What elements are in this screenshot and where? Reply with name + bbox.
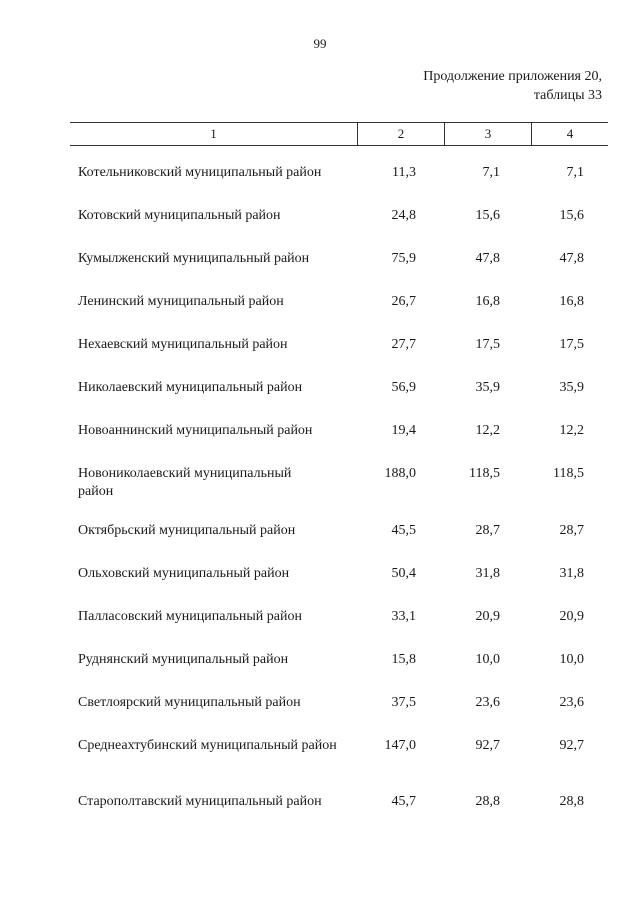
district-name: Ольховский муниципальный район — [78, 566, 290, 581]
header-col-1: 1 — [210, 126, 217, 141]
district-name: Кумылженский муниципальный район — [78, 251, 310, 266]
value-col-3: 17,5 — [475, 337, 500, 352]
value-col-2: 37,5 — [391, 695, 416, 710]
value-col-3: 118,5 — [469, 466, 500, 481]
value-col-4: 23,6 — [559, 695, 584, 710]
caption-line-2: таблицы 33 — [533, 88, 602, 103]
table-header — [70, 122, 608, 146]
value-col-3: 31,8 — [475, 566, 500, 581]
value-col-3: 20,9 — [475, 609, 500, 624]
value-col-2: 50,4 — [391, 566, 416, 581]
value-col-3: 7,1 — [482, 165, 500, 180]
district-name: Руднянский муниципальный район — [78, 652, 289, 667]
value-col-4: 31,8 — [559, 566, 584, 581]
value-col-2: 15,8 — [391, 652, 416, 667]
value-col-2: 147,0 — [384, 738, 416, 753]
district-name: Октябрьский муниципальный район — [78, 523, 296, 538]
value-col-2: 45,7 — [391, 794, 416, 809]
value-col-2: 26,7 — [391, 294, 416, 309]
value-col-2: 24,8 — [391, 208, 416, 223]
value-col-4: 10,0 — [559, 652, 584, 667]
value-col-2: 11,3 — [392, 165, 416, 180]
header-col-3: 3 — [484, 126, 492, 141]
value-col-3: 47,8 — [475, 251, 500, 266]
district-name: Светлоярский муниципальный район — [78, 695, 301, 710]
value-col-4: 35,9 — [559, 380, 584, 395]
value-col-3: 10,0 — [475, 652, 500, 667]
value-col-2: 19,4 — [391, 423, 416, 438]
value-col-4: 28,8 — [559, 794, 584, 809]
district-name: Палласовский муниципальный район — [78, 609, 302, 624]
value-col-2: 33,1 — [391, 609, 416, 624]
header-col-2: 2 — [397, 126, 405, 141]
value-col-4: 20,9 — [559, 609, 584, 624]
value-col-4: 12,2 — [559, 423, 584, 438]
value-col-4: 118,5 — [553, 466, 584, 481]
value-col-3: 12,2 — [475, 423, 500, 438]
value-col-3: 23,6 — [475, 695, 500, 710]
value-col-4: 16,8 — [559, 294, 584, 309]
value-col-2: 27,7 — [391, 337, 416, 352]
value-col-4: 28,7 — [559, 523, 584, 538]
value-col-2: 75,9 — [391, 251, 416, 266]
value-col-4: 47,8 — [559, 251, 584, 266]
district-name: Котовский муниципальный район — [78, 208, 281, 223]
value-col-4: 17,5 — [559, 337, 584, 352]
value-col-4: 15,6 — [559, 208, 584, 223]
page-number: 99 — [313, 36, 327, 51]
value-col-3: 35,9 — [475, 380, 500, 395]
district-name: Среднеахтубинский муниципальный район — [78, 738, 337, 753]
value-col-4: 7,1 — [566, 165, 584, 180]
value-col-3: 15,6 — [475, 208, 500, 223]
value-col-3: 16,8 — [475, 294, 500, 309]
value-col-3: 92,7 — [475, 738, 500, 753]
caption-line-1: Продолжение приложения 20, — [423, 69, 602, 84]
district-name: Новониколаевский муниципальный район — [78, 466, 292, 499]
district-name: Старополтавский муниципальный район — [78, 794, 322, 809]
value-col-3: 28,8 — [475, 794, 500, 809]
value-col-2: 56,9 — [391, 380, 416, 395]
value-col-4: 92,7 — [559, 738, 584, 753]
district-name: Нехаевский муниципальный район — [78, 337, 288, 352]
district-name: Котельниковский муниципальный район — [78, 165, 322, 180]
value-col-2: 188,0 — [384, 466, 416, 481]
district-name: Ленинский муниципальный район — [78, 294, 284, 309]
header-col-4: 4 — [566, 126, 574, 141]
value-col-3: 28,7 — [475, 523, 500, 538]
table-caption — [423, 67, 602, 105]
district-name: Николаевский муниципальный район — [78, 380, 303, 395]
district-name: Новоаннинский муниципальный район — [78, 423, 313, 438]
value-col-2: 45,5 — [391, 523, 416, 538]
